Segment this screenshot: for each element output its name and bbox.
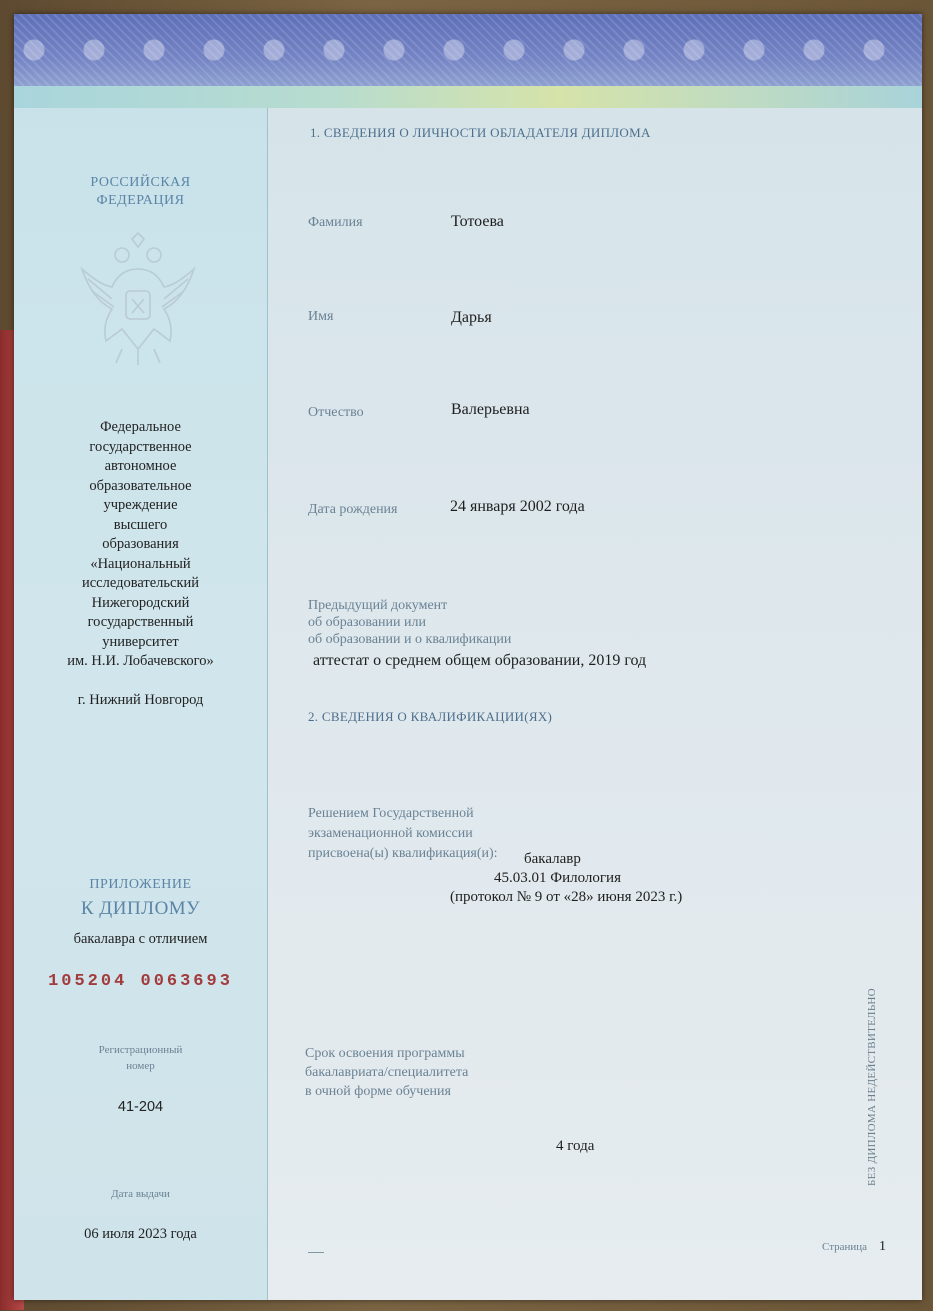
previous-document-label-line: об образовании или bbox=[308, 615, 426, 630]
section-2-title: 2. СВЕДЕНИЯ О КВАЛИФИКАЦИИ(ЯХ) bbox=[308, 709, 553, 724]
university-line: Нижегородский bbox=[91, 594, 190, 611]
patronymic-label: Отчество bbox=[308, 405, 364, 420]
university-line: «Национальный bbox=[90, 555, 191, 572]
previous-document-label-line: об образовании и о квалификации bbox=[308, 632, 512, 647]
section-1-title: 1. СВЕДЕНИЯ О ЛИЧНОСТИ ОБЛАДАТЕЛЯ ДИПЛОМА bbox=[310, 125, 651, 140]
university-line: автономное bbox=[104, 458, 177, 474]
university-line: Федеральное bbox=[100, 419, 181, 435]
commission-decision-label bbox=[308, 804, 498, 864]
university-line: образования bbox=[102, 536, 179, 552]
patronymic-value: Валерьевна bbox=[451, 401, 530, 418]
university-line: университет bbox=[102, 633, 179, 650]
page-number: 1 bbox=[879, 1239, 886, 1254]
registration-label-line: номер bbox=[126, 1060, 155, 1072]
page-footer-dash bbox=[308, 1252, 324, 1253]
registration-label bbox=[14, 1042, 267, 1074]
degree-type: бакалавра с отличием bbox=[73, 931, 208, 947]
university-line: образовательное bbox=[89, 477, 192, 494]
appendix-title-line-2: К ДИПЛОМУ bbox=[80, 898, 201, 919]
name-value: Дарья bbox=[451, 309, 492, 326]
city: г. Нижний Новгород bbox=[77, 692, 204, 708]
university-line: высшего bbox=[113, 516, 168, 533]
commission-decision-line: экзаменационной комиссии bbox=[308, 826, 473, 841]
country-name bbox=[14, 174, 267, 210]
commission-decision-line: присвоена(ы) квалификация(и): bbox=[308, 846, 498, 861]
university-line: исследовательский bbox=[81, 575, 200, 591]
registration-number: 41-204 bbox=[117, 1099, 164, 1115]
university-name bbox=[34, 418, 247, 672]
specialty-value: 45.03.01 Филология bbox=[494, 870, 621, 886]
surname-value: Тотоева bbox=[451, 213, 504, 230]
issue-date: 06 июля 2023 года bbox=[84, 1226, 197, 1242]
registration-label-line: Регистрационный bbox=[98, 1044, 183, 1056]
university-line: учреждение bbox=[103, 497, 178, 513]
page-label: Страница bbox=[822, 1241, 868, 1253]
study-term-label-line: бакалавриата/специалитета bbox=[305, 1065, 469, 1080]
university-line: им. Н.И. Лобачевского» bbox=[67, 653, 214, 669]
country-line-1: РОССИЙСКАЯ bbox=[90, 175, 191, 190]
vertical-validity-note: БЕЗ ДИПЛОМА НЕДЕЙСТВИТЕЛЬНО bbox=[866, 988, 878, 1186]
diploma-appendix-sheet bbox=[14, 14, 922, 1300]
study-term-value: 4 года bbox=[556, 1138, 595, 1154]
birth-date-value: 24 января 2002 года bbox=[450, 498, 585, 515]
university-line: государственный bbox=[87, 614, 194, 630]
qualification-value: бакалавр bbox=[524, 851, 581, 867]
guilloche-band bbox=[14, 14, 922, 86]
issue-date-label: Дата выдачи bbox=[111, 1188, 170, 1200]
country-line-2: ФЕДЕРАЦИЯ bbox=[96, 193, 185, 208]
previous-document-label-line: Предыдущий документ bbox=[308, 598, 448, 613]
previous-document-label bbox=[308, 597, 511, 648]
study-term-label bbox=[305, 1044, 468, 1101]
coat-of-arms-icon bbox=[72, 229, 204, 371]
study-term-label-line: Срок освоения программы bbox=[305, 1046, 465, 1061]
right-panel bbox=[268, 108, 922, 1300]
study-term-label-line: в очной форме обучения bbox=[305, 1084, 451, 1099]
birth-date-label: Дата рождения bbox=[308, 502, 398, 517]
university-line: государственное bbox=[89, 438, 192, 455]
surname-label: Фамилия bbox=[308, 215, 363, 230]
serial-number: 105204 0063693 bbox=[48, 972, 233, 991]
security-stripe bbox=[14, 86, 922, 108]
appendix-title-line-1: ПРИЛОЖЕНИЕ bbox=[89, 877, 192, 892]
name-label: Имя bbox=[308, 309, 334, 324]
commission-decision-line: Решением Государственной bbox=[308, 806, 474, 821]
previous-document-value: аттестат о среднем общем образовании, 2019 год bbox=[313, 652, 647, 669]
protocol-value: (протокол № 9 от «28» июня 2023 г.) bbox=[450, 889, 683, 905]
